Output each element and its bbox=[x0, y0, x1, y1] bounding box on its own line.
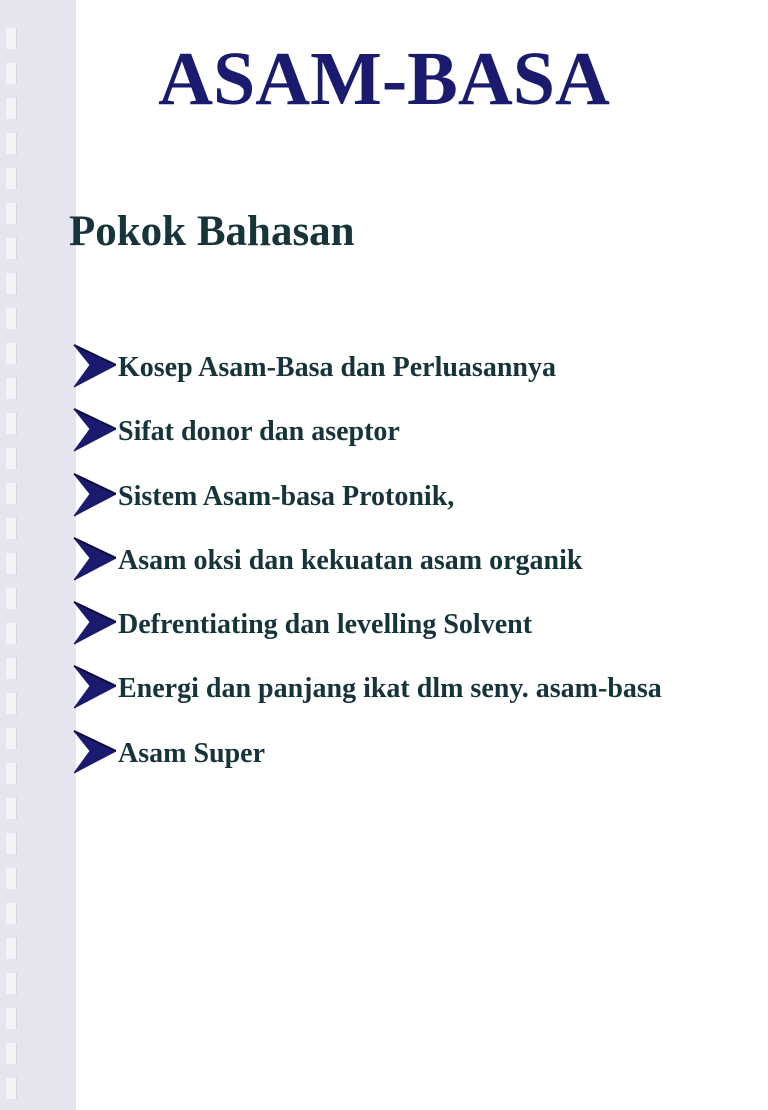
document-title: ASAM-BASA bbox=[158, 37, 610, 121]
margin-perforation bbox=[6, 413, 17, 434]
margin-perforation bbox=[6, 483, 17, 504]
arrow-bullet-icon bbox=[70, 536, 116, 582]
margin-perforation bbox=[6, 203, 17, 224]
section-heading: Pokok Bahasan bbox=[69, 208, 355, 255]
arrow-bullet-icon bbox=[70, 729, 116, 775]
arrow-bullet-icon bbox=[70, 472, 116, 518]
left-margin-strip bbox=[0, 0, 76, 1110]
topic-label: Sistem Asam-basa Protonik, bbox=[118, 480, 455, 512]
margin-perforation bbox=[6, 973, 17, 994]
arrow-bullet-icon bbox=[70, 600, 116, 646]
margin-perforation bbox=[6, 658, 17, 679]
topic-label: Asam Super bbox=[118, 737, 266, 769]
margin-perforation bbox=[6, 623, 17, 644]
margin-perforation bbox=[6, 903, 17, 924]
margin-perforation bbox=[6, 308, 17, 329]
topic-label: Defrentiating dan levelling Solvent bbox=[118, 609, 533, 641]
arrow-bullet-icon bbox=[70, 407, 116, 453]
margin-perforation bbox=[6, 378, 17, 399]
margin-perforation bbox=[6, 133, 17, 154]
margin-perforation bbox=[6, 798, 17, 819]
margin-perforation bbox=[6, 763, 17, 784]
topic-label: Sifat donor dan aseptor bbox=[118, 416, 400, 448]
margin-perforation bbox=[6, 1043, 17, 1064]
margin-perforation bbox=[6, 833, 17, 854]
margin-perforation bbox=[6, 1008, 17, 1029]
margin-perforation bbox=[6, 238, 17, 259]
margin-perforation bbox=[6, 938, 17, 959]
margin-perforation bbox=[6, 868, 17, 889]
margin-perforation bbox=[6, 728, 17, 749]
margin-perforation bbox=[6, 448, 17, 469]
margin-perforation bbox=[6, 553, 17, 574]
margin-perforation bbox=[6, 518, 17, 539]
margin-perforation bbox=[6, 693, 17, 714]
topic-label: Energi dan panjang ikat dlm seny. asam-basa bbox=[118, 673, 662, 705]
margin-perforation bbox=[6, 1078, 17, 1099]
topic-label: Asam oksi dan kekuatan asam organik bbox=[118, 544, 583, 576]
margin-perforation bbox=[6, 168, 17, 189]
margin-perforation bbox=[6, 343, 17, 364]
margin-perforation bbox=[6, 273, 17, 294]
margin-perforation bbox=[6, 588, 17, 609]
topic-label: Kosep Asam-Basa dan Perluasannya bbox=[118, 352, 556, 383]
arrow-bullet-icon bbox=[70, 664, 116, 710]
arrow-bullet-icon bbox=[70, 343, 116, 389]
